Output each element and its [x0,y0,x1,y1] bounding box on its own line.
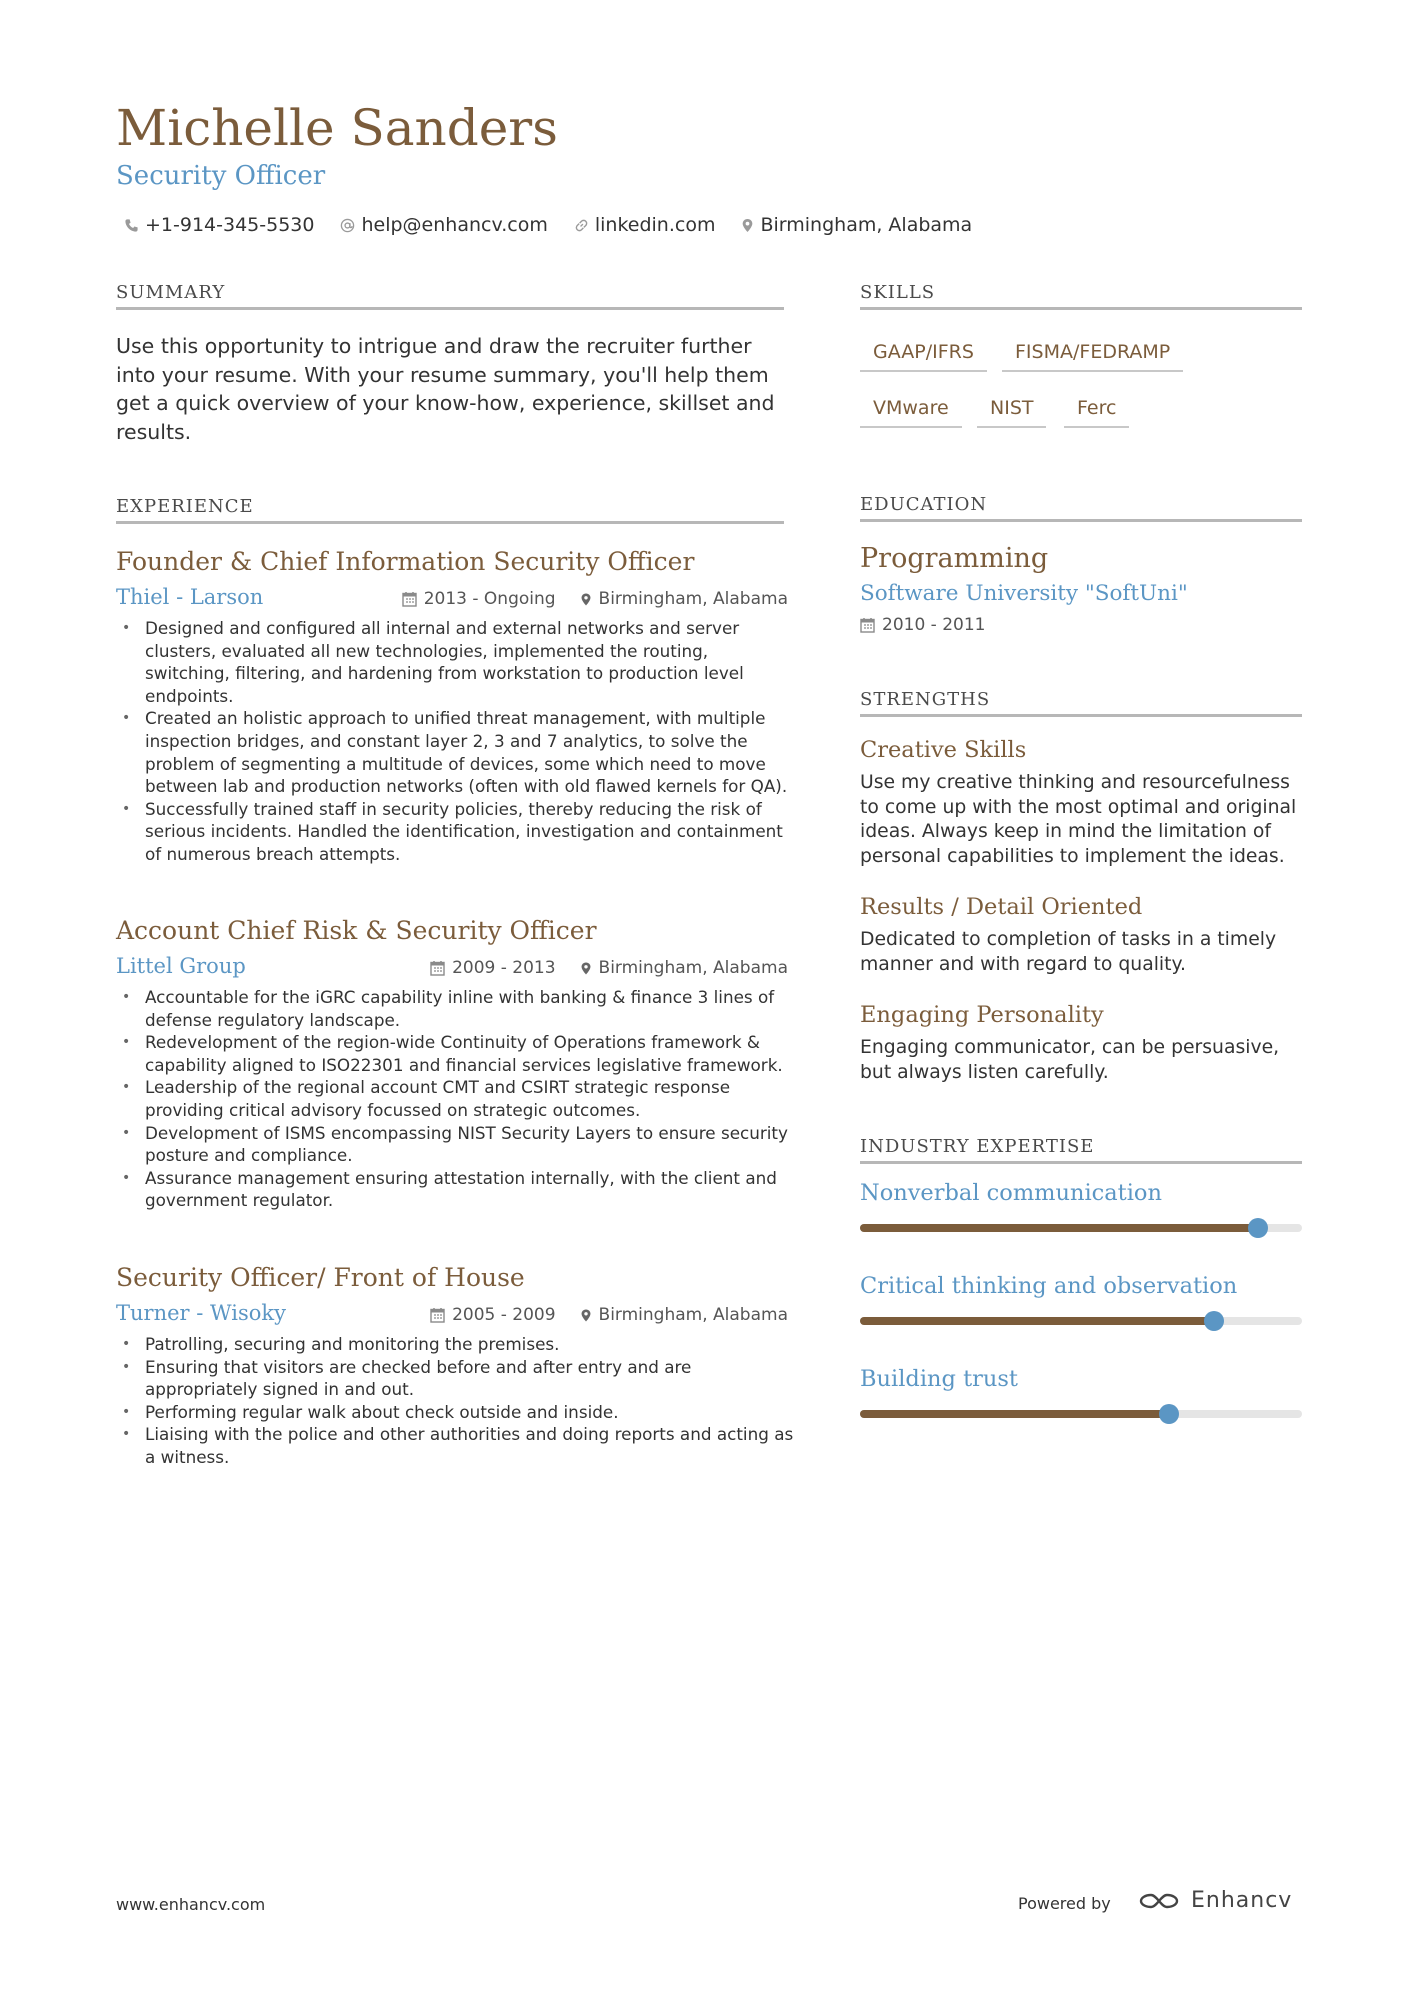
bullet-item: • Ensuring that visitors are checked before and after entry and are appropriately signed in and out. [116,1356,796,1401]
expertise-bar-knob [1248,1218,1268,1238]
expertise-label: Building trust [860,1366,1018,1392]
email-text: help@enhancv.com [361,214,548,236]
calendar-icon [430,960,445,976]
expertise-bar-fill [860,1224,1258,1232]
job-title: Security Officer/ Front of House [116,1263,525,1292]
job-company: Thiel - Larson [116,585,264,609]
phone-text: +1-914-345-5530 [145,214,315,236]
strength-title: Results / Detail Oriented [860,894,1143,920]
summary-text: Use this opportunity to intrigue and draw the recruiter further into your resume. With your resume summary, you'll help them get a quick overview of your know-how, experience, skillset and results. [116,334,775,444]
location-text: Birmingham, Alabama [760,214,973,236]
footer-url[interactable]: www.enhancv.com [116,1895,266,1914]
expertise-bar [860,1224,1302,1232]
powered-by-label: Powered by [1018,1894,1111,1913]
expertise-bar [860,1410,1302,1418]
summary-heading: SUMMARY [116,276,784,310]
candidate-name: Michelle Sanders [116,99,558,157]
calendar-icon [402,591,417,607]
enhancv-logo-icon [1137,1889,1181,1913]
calendar-icon [430,1307,445,1323]
contact-linkedin[interactable] [574,214,716,236]
contact-email[interactable] [340,214,547,236]
candidate-role: Security Officer [116,161,326,191]
calendar-icon [860,617,875,633]
job-dates: 2009 - 2013 [430,958,555,978]
bullet-item: • Designed and configured all internal and external networks and server clusters, evaluated all new technologies, implemented the routing, switching, filtering, and hardening from workstation to production level endpoints. [116,617,796,707]
bullet-item: • Created an holistic approach to unified threat management, with multiple inspection bridges, and constant layer 2, 3 and 7 analytics, to solve the problem of segmenting a multitude of devices, some which need to move between lab and production networks (often with old flawed kernels for QA). [116,707,796,797]
strength-description: Dedicated to completion of tasks in a timely manner and with regard to quality. [860,929,1277,975]
at-icon [340,218,355,233]
location-pin-icon [580,592,592,607]
bullet-item: • Leadership of the regional account CMT and CSIRT strategic response providing critical advisory focussed on strategic outcomes. [116,1076,796,1121]
strength-description: Use my creative thinking and resourcefulness to come up with the most optimal and original ideas. Always keep in mind the limitation of personal capabilities to implement the ideas. [860,772,1297,867]
job-title: Account Chief Risk & Security Officer [116,916,597,945]
strength-title: Creative Skills [860,737,1027,763]
education-heading: EDUCATION [860,488,1302,522]
job-bullets [116,1333,796,1469]
expertise-bar-knob [1159,1404,1179,1424]
expertise-label: Critical thinking and observation [860,1273,1238,1299]
bullet-item: • Successfully trained staff in security policies, thereby reducing the risk of serious incidents. Handled the identification, investigation and containment of numerous breach attempts. [116,798,796,866]
location-pin-icon [580,961,592,976]
job-meta [378,584,788,614]
expertise-heading: INDUSTRY EXPERTISE [860,1130,1302,1164]
skill-tag: VMware [860,390,962,428]
job-location: Birmingham, Alabama [580,1305,788,1325]
expertise-bar-fill [860,1317,1214,1325]
linkedin-text: linkedin.com [594,214,716,236]
contact-location [741,214,972,236]
contact-phone[interactable] [124,214,314,236]
expertise-bar-fill [860,1410,1169,1418]
bullet-item: • Patrolling, securing and monitoring the premises. [116,1333,796,1356]
job-bullets [116,986,796,1212]
education-degree: Programming [860,543,1049,574]
brand-logo[interactable] [1137,1888,1292,1913]
bullet-item: • Assurance management ensuring attestation internally, with the client and government regulator. [116,1167,796,1212]
job-company: Littel Group [116,954,246,978]
location-pin-icon [580,1308,592,1323]
skill-tag: FISMA/FEDRAMP [1002,334,1183,372]
skill-tag: GAAP/IFRS [860,334,987,372]
education-school: Software University "SoftUni" [860,581,1188,606]
strength-description: Engaging communicator, can be persuasive, but always listen carefully. [860,1037,1280,1083]
expertise-bar-knob [1204,1311,1224,1331]
bullet-item: • Performing regular walk about check outside and inside. [116,1401,796,1424]
strengths-heading: STRENGTHS [860,683,1302,717]
skills-heading: SKILLS [860,276,1302,310]
location-pin-icon [741,218,754,233]
job-company: Turner - Wisoky [116,1301,286,1325]
brand-name: Enhancv [1191,1888,1293,1913]
job-dates: 2005 - 2009 [430,1305,555,1325]
phone-icon [124,218,139,233]
bullet-item: • Redevelopment of the region-wide Continuity of Operations framework & capability aligned to ISO22301 and financial services legislative framework. [116,1031,796,1076]
expertise-bar [860,1317,1302,1325]
bullet-item: • Development of ISMS encompassing NIST Security Layers to ensure security posture and compliance. [116,1122,796,1167]
job-meta [406,953,788,983]
job-meta [406,1300,788,1330]
strength-title: Engaging Personality [860,1002,1104,1028]
skill-tag: Ferc [1064,390,1129,428]
experience-heading: EXPERIENCE [116,490,784,524]
job-bullets [116,617,796,866]
job-dates: 2013 - Ongoing [402,589,556,609]
education-dates: 2010 - 2011 [860,615,985,635]
job-title: Founder & Chief Information Security Officer [116,547,695,576]
expertise-label: Nonverbal communication [860,1180,1162,1206]
link-icon [574,218,589,233]
bullet-item: • Liaising with the police and other authorities and doing reports and acting as a witness. [116,1423,796,1468]
job-location: Birmingham, Alabama [580,958,788,978]
job-location: Birmingham, Alabama [580,589,788,609]
skill-tag: NIST [977,390,1046,428]
contact-bar [124,210,998,240]
bullet-item: • Accountable for the iGRC capability inline with banking & finance 3 lines of defense regulatory landscape. [116,986,796,1031]
